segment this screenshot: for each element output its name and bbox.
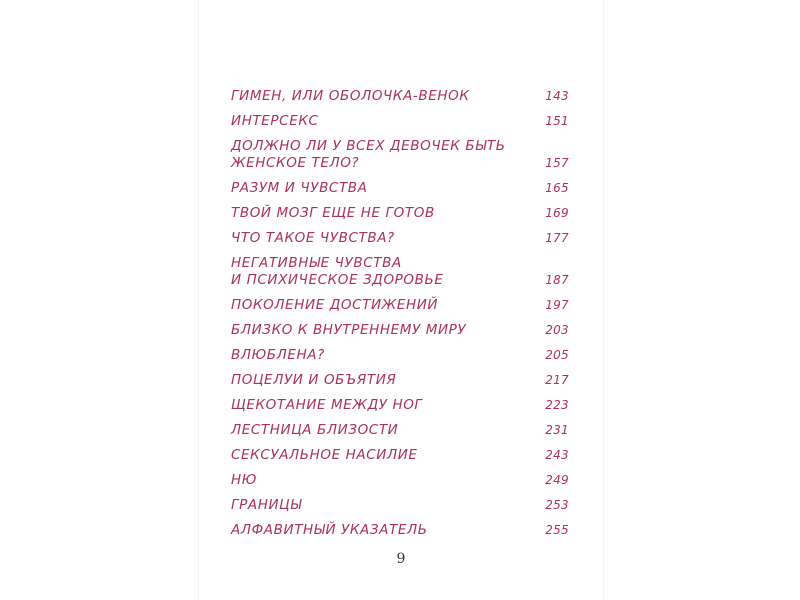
page-number: 9 [396,551,406,567]
toc-entry [231,297,569,314]
toc-entry-page: 143 [545,89,569,103]
toc-entry-page: 151 [545,114,569,128]
toc-entry-title: ИНТЕРСЕКС [231,113,319,129]
toc-entry-title: ЩЕКОТАНИЕ МЕЖДУ НОГ [231,397,423,413]
toc-entry-title: ДОЛЖНО ЛИ У ВСЕХ ДЕВОЧЕК БЫТЬ ЖЕНСКОЕ ТЕЛО? [231,138,506,171]
toc-entry-page: 223 [545,398,569,412]
toc-entry [231,472,569,489]
toc-entry [231,180,569,197]
toc-entry-page: 197 [545,298,569,312]
toc-entry-title: ЧТО ТАКОЕ ЧУВСТВА? [231,230,395,246]
toc-entry [231,255,569,289]
toc-entry-page: 249 [545,473,569,487]
toc-entry [231,322,569,339]
toc-entry [231,205,569,222]
toc-entry [231,522,569,539]
toc-entry [231,397,569,414]
toc-entry-page: 187 [545,273,569,287]
toc-entry-page: 255 [545,523,569,537]
toc-entry [231,347,569,364]
toc-entry-title: НЮ [231,472,257,488]
toc-entry-title: СЕКСУАЛЬНОЕ НАСИЛИЕ [231,447,418,463]
toc-entry-title: ТВОЙ МОЗГ ЕЩЕ НЕ ГОТОВ [231,205,435,221]
toc-entry-page: 157 [545,156,569,170]
toc-entry-page: 253 [545,498,569,512]
toc-entry [231,88,569,105]
toc-entry [231,230,569,247]
toc-entry [231,138,569,172]
toc-entry-page: 177 [545,231,569,245]
toc-entry [231,447,569,464]
toc-entry-title: ПОКОЛЕНИЕ ДОСТИЖЕНИЙ [231,297,439,313]
toc-entry [231,113,569,130]
toc-entry-page: 205 [545,348,569,362]
toc-entry-page: 169 [545,206,569,220]
toc-entry-title: ВЛЮБЛЕНА? [231,347,325,363]
toc-entry-page: 231 [545,423,569,437]
toc-entry-title: НЕГАТИВНЫЕ ЧУВСТВА И ПСИХИЧЕСКОЕ ЗДОРОВЬЕ [231,255,444,288]
toc-entry-title: ГРАНИЦЫ [231,497,302,513]
toc-entry-page: 243 [545,448,569,462]
toc-entry-title: РАЗУМ И ЧУВСТВА [231,180,368,196]
toc-entry [231,372,569,389]
toc-entry [231,497,569,514]
toc-entry-page: 217 [545,373,569,387]
book-page [199,0,603,600]
toc-entry-page: 203 [545,323,569,337]
toc-entry-title: ГИМЕН, ИЛИ ОБОЛОЧКА-ВЕНОК [231,88,470,104]
toc-entry-title: ЛЕСТНИЦА БЛИЗОСТИ [231,422,399,438]
toc-entry-title: АЛФАВИТНЫЙ УКАЗАТЕЛЬ [231,522,428,538]
table-of-contents [231,88,569,547]
toc-entry-page: 165 [545,181,569,195]
toc-entry [231,422,569,439]
toc-entry-title: БЛИЗКО К ВНУТРЕННЕМУ МИРУ [231,322,467,338]
toc-entry-title: ПОЦЕЛУИ И ОБЪЯТИЯ [231,372,397,388]
